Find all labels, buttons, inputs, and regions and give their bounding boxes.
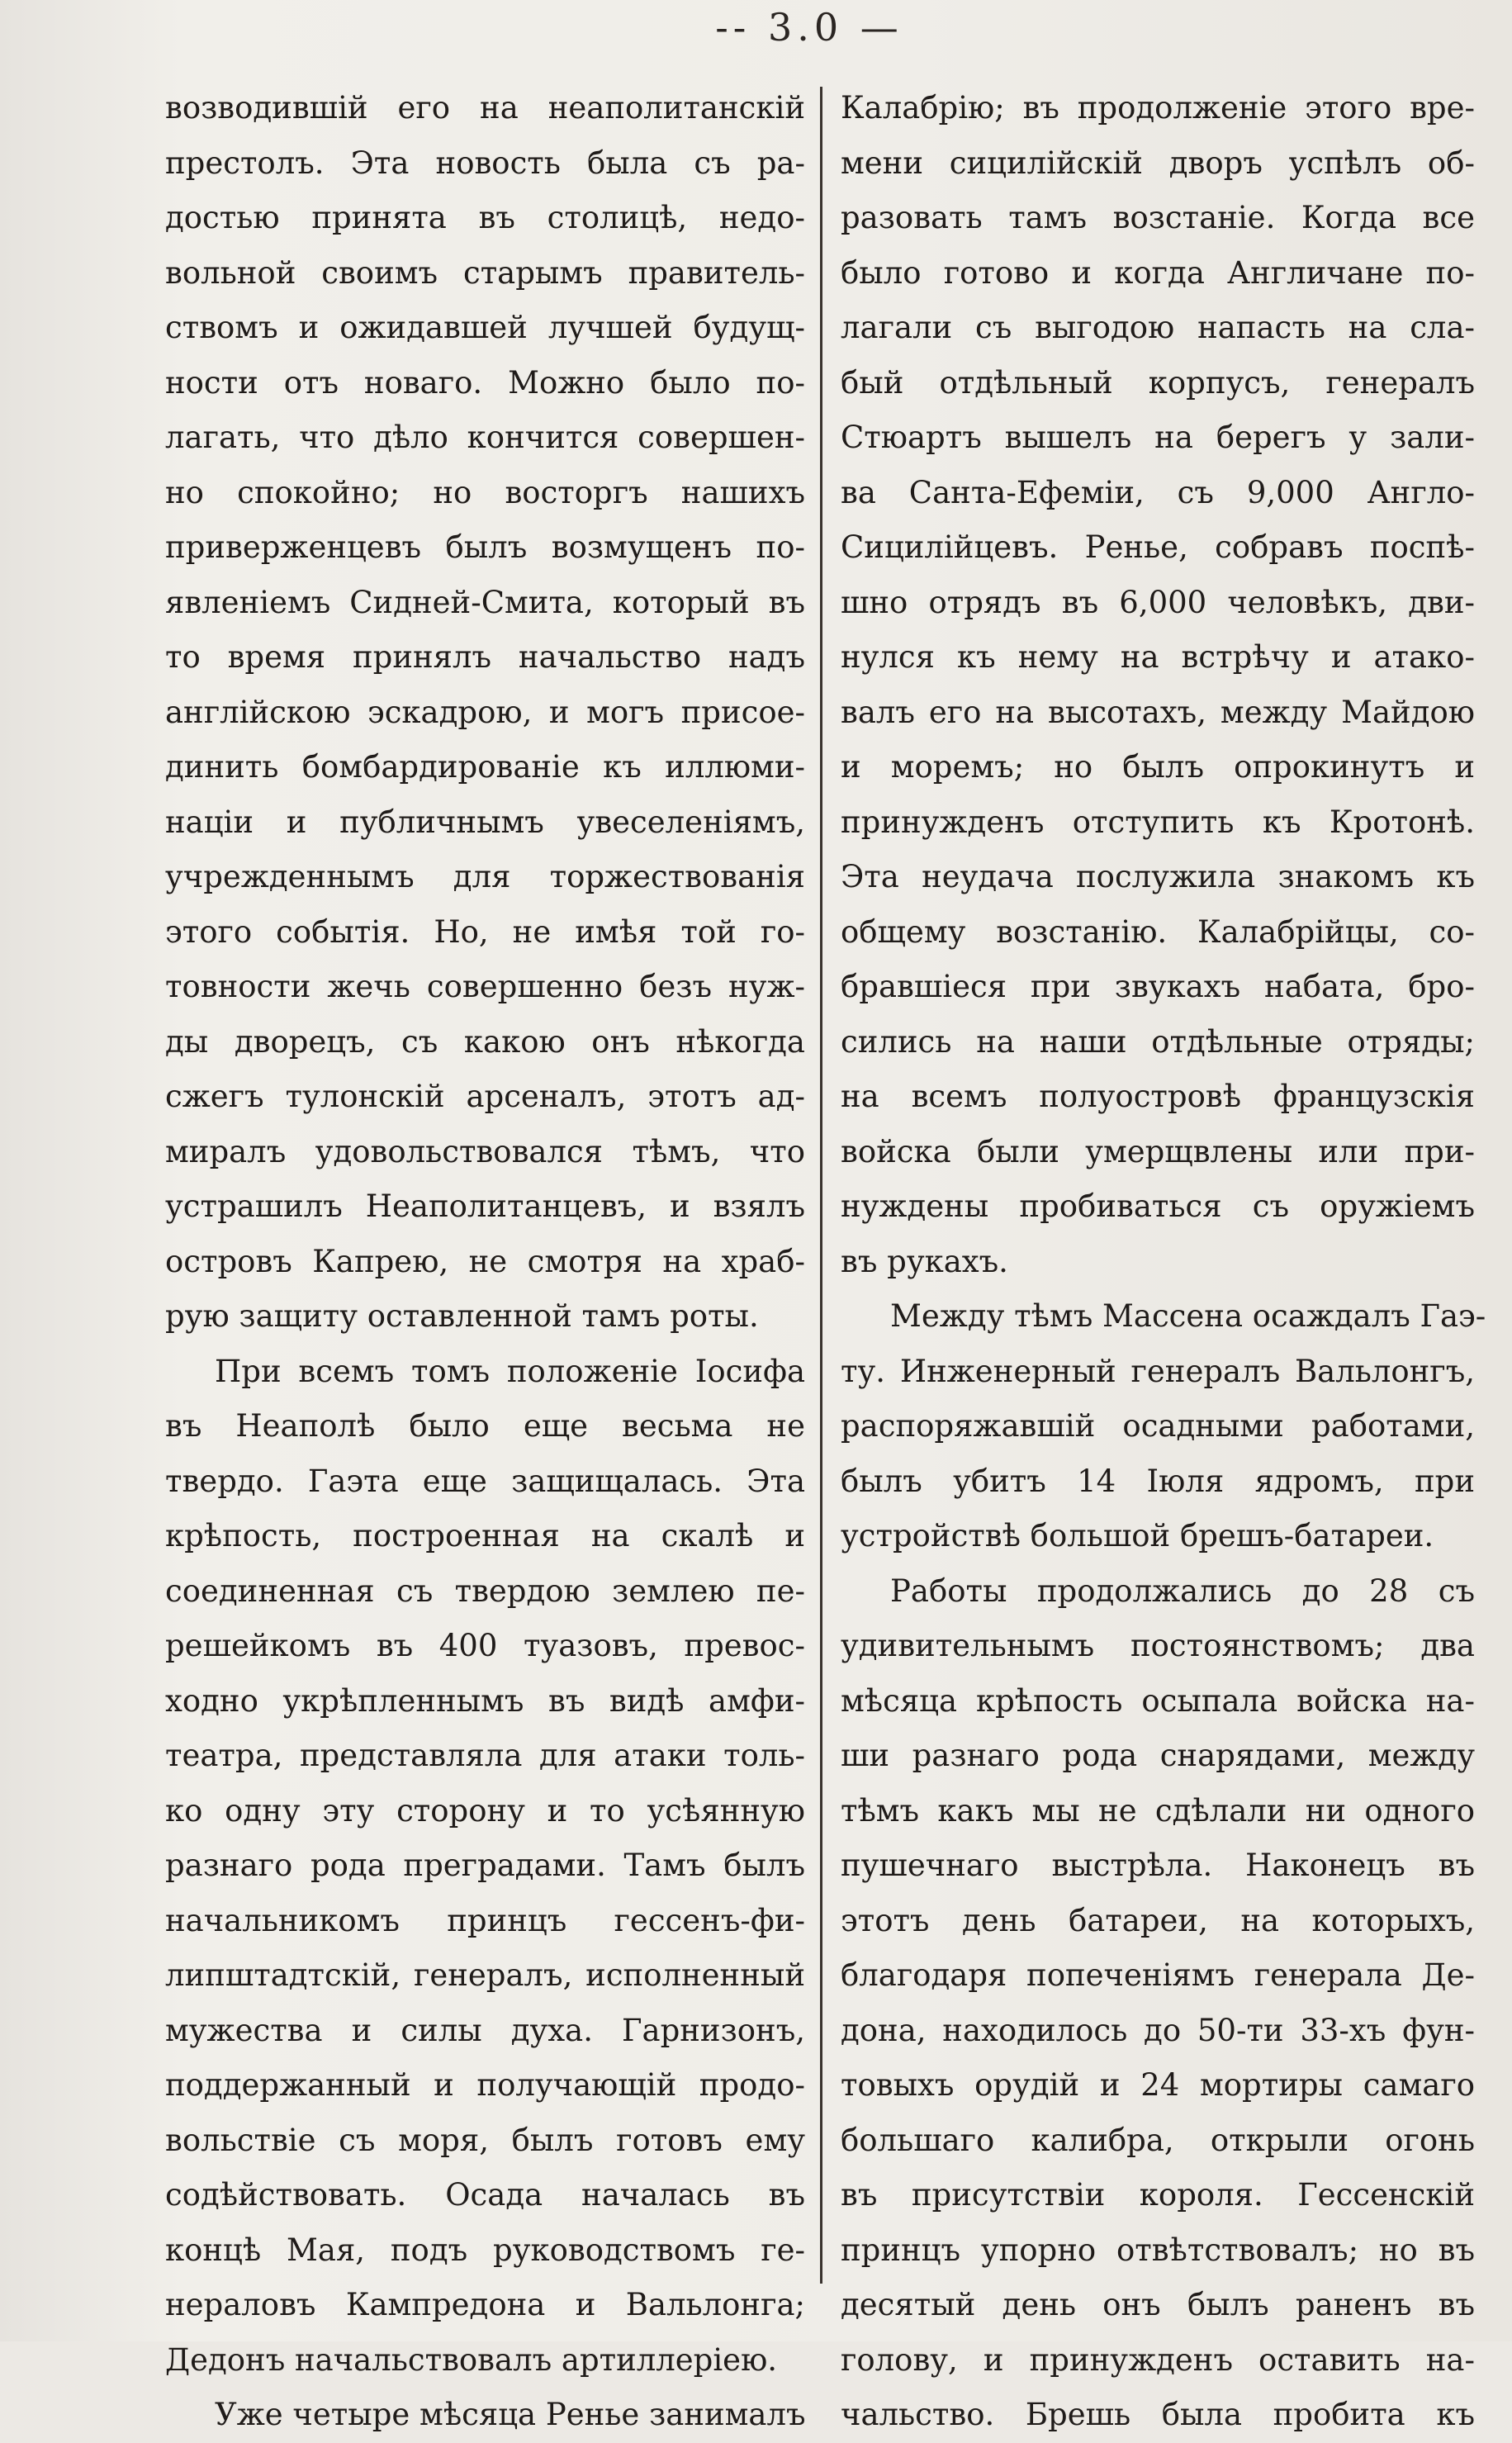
text-line: ко одну эту сторону и то усѣянную bbox=[165, 1792, 805, 1829]
text-line: достью принята въ столицѣ, недо- bbox=[165, 200, 805, 235]
text-line: былъ убитъ 14 Іюля ядромъ, при bbox=[841, 1463, 1475, 1499]
text-line: этого событія. Но, не имѣя той го- bbox=[165, 913, 805, 950]
text-line: англійскою эскадрою, и могъ присое- bbox=[165, 694, 805, 730]
text-line: лагали съ выгодою напасть на сла- bbox=[841, 310, 1475, 345]
text-line: Эта неудача послужила знакомъ къ bbox=[841, 859, 1475, 894]
text-line: этотъ день батареи, на которыхъ, bbox=[841, 1902, 1475, 1938]
text-line: товыхъ орудій и 24 мортиры самаго bbox=[841, 2067, 1475, 2103]
text-line: устройствѣ большой брешъ-батареи. bbox=[841, 1518, 1434, 1554]
text-line: решейкомъ въ 400 туазовъ, превос- bbox=[165, 1628, 805, 1663]
text-line: поддержанный и получающій продо- bbox=[165, 2067, 805, 2103]
text-line: приверженцевъ былъ возмущенъ по- bbox=[165, 529, 805, 565]
text-line: начальникомъ принцъ гессенъ-фи- bbox=[165, 1902, 805, 1938]
text-line: концѣ Мая, подъ руководствомъ ге- bbox=[165, 2232, 805, 2268]
page-number: -- 3.0 — bbox=[715, 5, 903, 50]
text-line: валъ его на высотахъ, между Майдою bbox=[841, 694, 1475, 730]
text-line: на всемъ полуостровѣ французскія bbox=[841, 1079, 1475, 1114]
text-line: ши разнаго рода снарядами, между bbox=[841, 1738, 1475, 1773]
text-line: шно отрядъ въ 6,000 человѣкъ, дви- bbox=[841, 584, 1475, 620]
text-line: товности жечь совершенно безъ нуж- bbox=[165, 969, 805, 1004]
text-line: и моремъ; но былъ опрокинутъ и bbox=[841, 749, 1475, 785]
text-line: разнаго рода преградами. Тамъ былъ bbox=[165, 1848, 805, 1883]
text-line: вольной своимъ старымъ правитель- bbox=[165, 254, 805, 291]
text-line: принцъ упорно отвѣтствовалъ; но въ bbox=[841, 2232, 1475, 2268]
paragraph-start-line: Уже четыре мѣсяца Ренье занималъ bbox=[215, 2397, 806, 2432]
text-line: распоряжавшій осадными работами, bbox=[841, 1408, 1475, 1444]
text-line: принужденъ отступить къ Кротонѣ. bbox=[841, 804, 1475, 840]
text-line: театра, представляла для атаки толь- bbox=[165, 1738, 805, 1773]
text-line: пушечнаго выстрѣла. Наконецъ въ bbox=[841, 1848, 1475, 1883]
text-line: въ Неаполѣ было еще весьма не bbox=[165, 1408, 805, 1444]
text-line: Сицилійцевъ. Ренье, собравъ поспѣ- bbox=[841, 529, 1475, 565]
text-line: твердо. Гаэта еще защищалась. Эта bbox=[165, 1463, 805, 1499]
text-line: но спокойно; но восторгъ нашихъ bbox=[165, 474, 805, 510]
text-line: въ рукахъ. bbox=[841, 1243, 1008, 1279]
text-line: націи и публичнымъ увеселеніямъ, bbox=[165, 804, 805, 840]
text-line: бый отдѣльный корпусъ, генералъ bbox=[841, 364, 1475, 401]
text-line: Дедонъ начальствовалъ артиллеріею. bbox=[165, 2341, 778, 2378]
paragraph-start-line: Работы продолжались до 28 съ bbox=[890, 1573, 1475, 1609]
text-line: Стюартъ вышелъ на берегъ у зали- bbox=[841, 420, 1475, 455]
text-line: ды дворецъ, съ какою онъ нѣкогда bbox=[165, 1023, 805, 1060]
text-line: миралъ удовольствовался тѣмъ, что bbox=[165, 1133, 805, 1169]
text-line: ходно укрѣпленнымъ въ видѣ амфи- bbox=[165, 1682, 805, 1719]
text-line: десятый день онъ былъ раненъ въ bbox=[841, 2287, 1475, 2322]
text-line: благодаря попеченіямъ генерала Де- bbox=[841, 1957, 1475, 1993]
text-line: вольствіе съ моря, былъ готовъ ему bbox=[165, 2122, 805, 2158]
text-line: Калабрію; въ продолженіе этого вре- bbox=[841, 90, 1475, 126]
text-line: динить бомбардированіе къ иллюми- bbox=[165, 749, 805, 785]
text-line: ту. Инженерный генералъ Вальлонгъ, bbox=[841, 1353, 1475, 1389]
text-line: тѣмъ какъ мы не сдѣлали ни одного bbox=[841, 1792, 1475, 1829]
text-line: разовать тамъ возстаніе. Когда все bbox=[841, 200, 1475, 235]
text-line: ствомъ и ожидавшей лучшей будущ- bbox=[165, 310, 805, 345]
text-line: возводившій его на неаполитанскій bbox=[165, 90, 805, 126]
text-line: удивительнымъ постоянствомъ; два bbox=[841, 1628, 1475, 1663]
text-line: нераловъ Кампредона и Вальлонга; bbox=[165, 2287, 805, 2322]
right-column bbox=[841, 81, 1486, 2443]
text-line: липштадтскій, генералъ, исполненный bbox=[165, 1957, 805, 1993]
text-line: мужества и силы духа. Гарнизонъ, bbox=[165, 2012, 805, 2048]
text-line: было готово и когда Англичане по- bbox=[841, 254, 1475, 291]
text-line: бравшіеся при звукахъ набата, бро- bbox=[841, 969, 1475, 1004]
text-line: сились на наши отдѣльные отряды; bbox=[841, 1023, 1475, 1060]
left-column bbox=[165, 81, 805, 2443]
text-line: голову, и принужденъ оставить на- bbox=[841, 2341, 1475, 2378]
column-divider bbox=[820, 87, 822, 2284]
text-line: содѣйствовать. Осада началась въ bbox=[165, 2177, 805, 2213]
text-line: большаго калибра, открыли огонь bbox=[841, 2122, 1475, 2158]
text-line: мени сицилійскій дворъ успѣлъ об- bbox=[841, 145, 1475, 181]
text-line: сжегъ тулонскій арсеналъ, этотъ ад- bbox=[165, 1079, 805, 1114]
text-line: соединенная съ твердою землею пе- bbox=[165, 1573, 805, 1609]
text-line: дона, находилось до 50-ти 33-хъ фун- bbox=[841, 2012, 1475, 2048]
text-line: ности отъ новаго. Можно было по- bbox=[165, 364, 805, 401]
text-line: нулся къ нему на встрѣчу и атако- bbox=[841, 639, 1475, 675]
text-line: чальство. Брешь была пробита къ bbox=[841, 2397, 1475, 2432]
text-line: крѣпость, построенная на скалѣ и bbox=[165, 1518, 805, 1554]
paragraph-start-line: При всемъ томъ положеніе Іосифа bbox=[215, 1353, 805, 1389]
text-line: общему возстанію. Калабрійцы, со- bbox=[841, 913, 1475, 950]
text-line: престолъ. Эта новость была съ ра- bbox=[165, 145, 805, 181]
text-line: устрашилъ Неаполитанцевъ, и взялъ bbox=[165, 1188, 805, 1224]
text-line: войска были умерщвлены или при- bbox=[841, 1133, 1475, 1169]
text-line: островъ Капрею, не смотря на храб- bbox=[165, 1243, 805, 1279]
text-line: явленіемъ Сидней-Смита, который въ bbox=[165, 584, 805, 620]
text-line: то время принялъ начальство надъ bbox=[165, 639, 805, 675]
paragraph-start-line: Между тѣмъ Массена осаждалъ Гаэ- bbox=[890, 1298, 1486, 1334]
text-line: рую защиту оставленной тамъ роты. bbox=[165, 1298, 759, 1334]
text-line: въ присутствіи короля. Гессенскій bbox=[841, 2177, 1475, 2213]
text-line: учрежденнымъ для торжествованія bbox=[165, 859, 805, 894]
text-line: нуждены пробиваться съ оружіемъ bbox=[841, 1188, 1475, 1224]
text-line: ва Санта-Ефеміи, съ 9,000 Англо- bbox=[841, 474, 1475, 510]
text-line: мѣсяца крѣпость осыпала войска на- bbox=[841, 1682, 1475, 1719]
text-line: лагать, что дѣло кончится совершен- bbox=[165, 420, 805, 455]
